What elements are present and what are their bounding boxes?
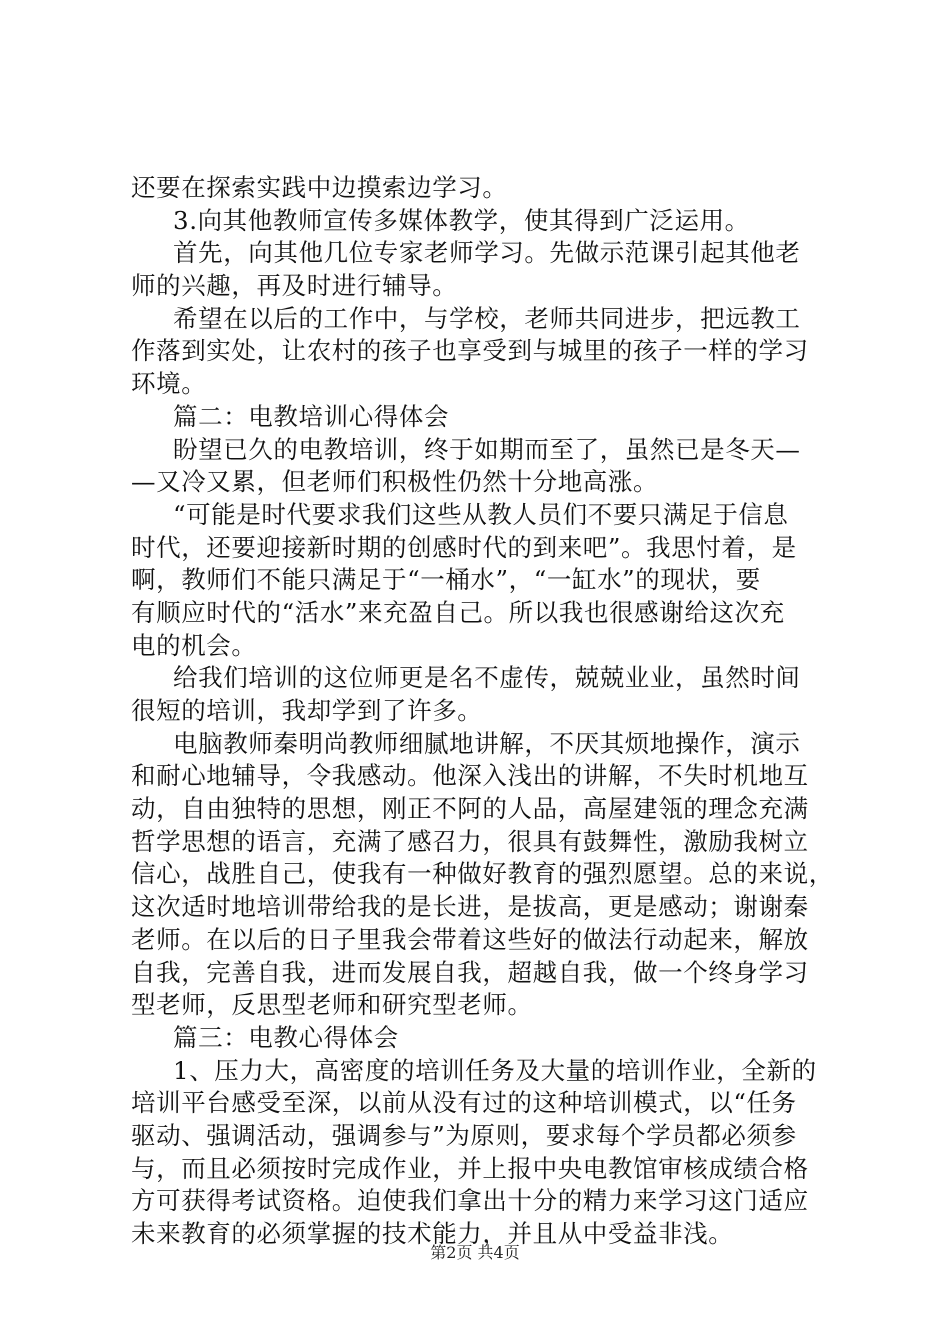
text-line: 作落到实处，让农村的孩子也享受到与城里的孩子一样的学习 xyxy=(131,336,809,366)
text-line: 3.向其他教师宣传多媒体教学，使其得到广泛运用。 xyxy=(173,205,750,235)
section-heading: 篇二：电教培训心得体会 xyxy=(173,401,450,431)
section-heading: 篇三：电教心得体会 xyxy=(173,1022,399,1052)
text-line: 未来教育的必须掌握的技术能力，并且从中受益非浅。 xyxy=(131,1219,734,1248)
text-line: 老师。在以后的日子里我会带着这些好的做法行动起来，解放 xyxy=(131,924,809,954)
text-line: 希望在以后的工作中，与学校，老师共同进步，把远教工 xyxy=(173,303,801,333)
text-line: 培训平台感受至深，以前从没有过的这种培训模式，以“任务 xyxy=(131,1088,797,1118)
text-line: 很短的培训，我却学到了许多。 xyxy=(131,696,483,725)
text-line: 时代，还要迎接新时期的创感时代的到来吧”。我思忖着，是 xyxy=(131,532,797,562)
text-line: 还要在探索实践中边摸索边学习。 xyxy=(131,173,508,202)
text-line: 有顺应时代的“活水”来充盈自己。所以我也很感谢给这次充 xyxy=(131,597,785,627)
text-line: —又冷又累，但老师们积极性仍然十分地高涨。 xyxy=(131,467,659,497)
text-line: 电脑教师秦明尚教师细腻地讲解，不厌其烦地操作，演示 xyxy=(173,728,801,758)
text-line: 与，而且必须按时完成作业，并上报中央电教馆审核成绩合格 xyxy=(131,1153,809,1183)
text-line: 电的机会。 xyxy=(131,630,257,660)
text-line: 型老师，反思型老师和研究型老师。 xyxy=(131,990,533,1020)
text-line: 首先，向其他几位专家老师学习。先做示范课引起其他老 xyxy=(173,238,801,268)
text-line: 和耐心地辅导，令我感动。他深入浅出的讲解，不失时机地互 xyxy=(131,761,809,791)
text-line: 盼望已久的电教培训，终于如期而至了，虽然已是冬天— xyxy=(173,434,801,464)
text-line: 方可获得考试资格。迫使我们拿出十分的精力来学习这门适应 xyxy=(131,1186,809,1216)
text-line: 自我，完善自我，进而发展自我，超越自我，做一个终身学习 xyxy=(131,957,809,987)
text-line: 给我们培训的这位师更是名不虚传，兢兢业业，虽然时间 xyxy=(173,663,801,693)
text-line: 啊，教师们不能只满足于“一桶水”，“一缸水”的现状，要 xyxy=(131,565,761,595)
text-line: 信心，战胜自己，使我有一种做好教育的强烈愿望。总的来说， xyxy=(131,859,834,889)
document-body xyxy=(131,172,834,1251)
page-footer: 第2页 共4页 xyxy=(430,1243,520,1262)
text-line: 这次适时地培训带给我的是长进，是拔高，更是感动；谢谢秦 xyxy=(131,892,809,922)
text-line: 驱动、强调活动，强调参与”为原则，要求每个学员都必须参 xyxy=(131,1120,797,1150)
text-line: 哲学思想的语言，充满了感召力，很具有鼓舞性，激励我树立 xyxy=(131,826,809,856)
text-line: 环境。 xyxy=(131,369,207,399)
text-line: 师的兴趣，再及时进行辅导。 xyxy=(131,271,458,301)
text-line: 1、压力大，高密度的培训任务及大量的培训作业，全新的 xyxy=(173,1055,817,1085)
text-line: 动，自由独特的思想，刚正不阿的人品，高屋建瓴的理念充满 xyxy=(131,794,809,824)
text-line: “可能是时代要求我们这些从教人员们不要只满足于信息 xyxy=(173,499,789,529)
